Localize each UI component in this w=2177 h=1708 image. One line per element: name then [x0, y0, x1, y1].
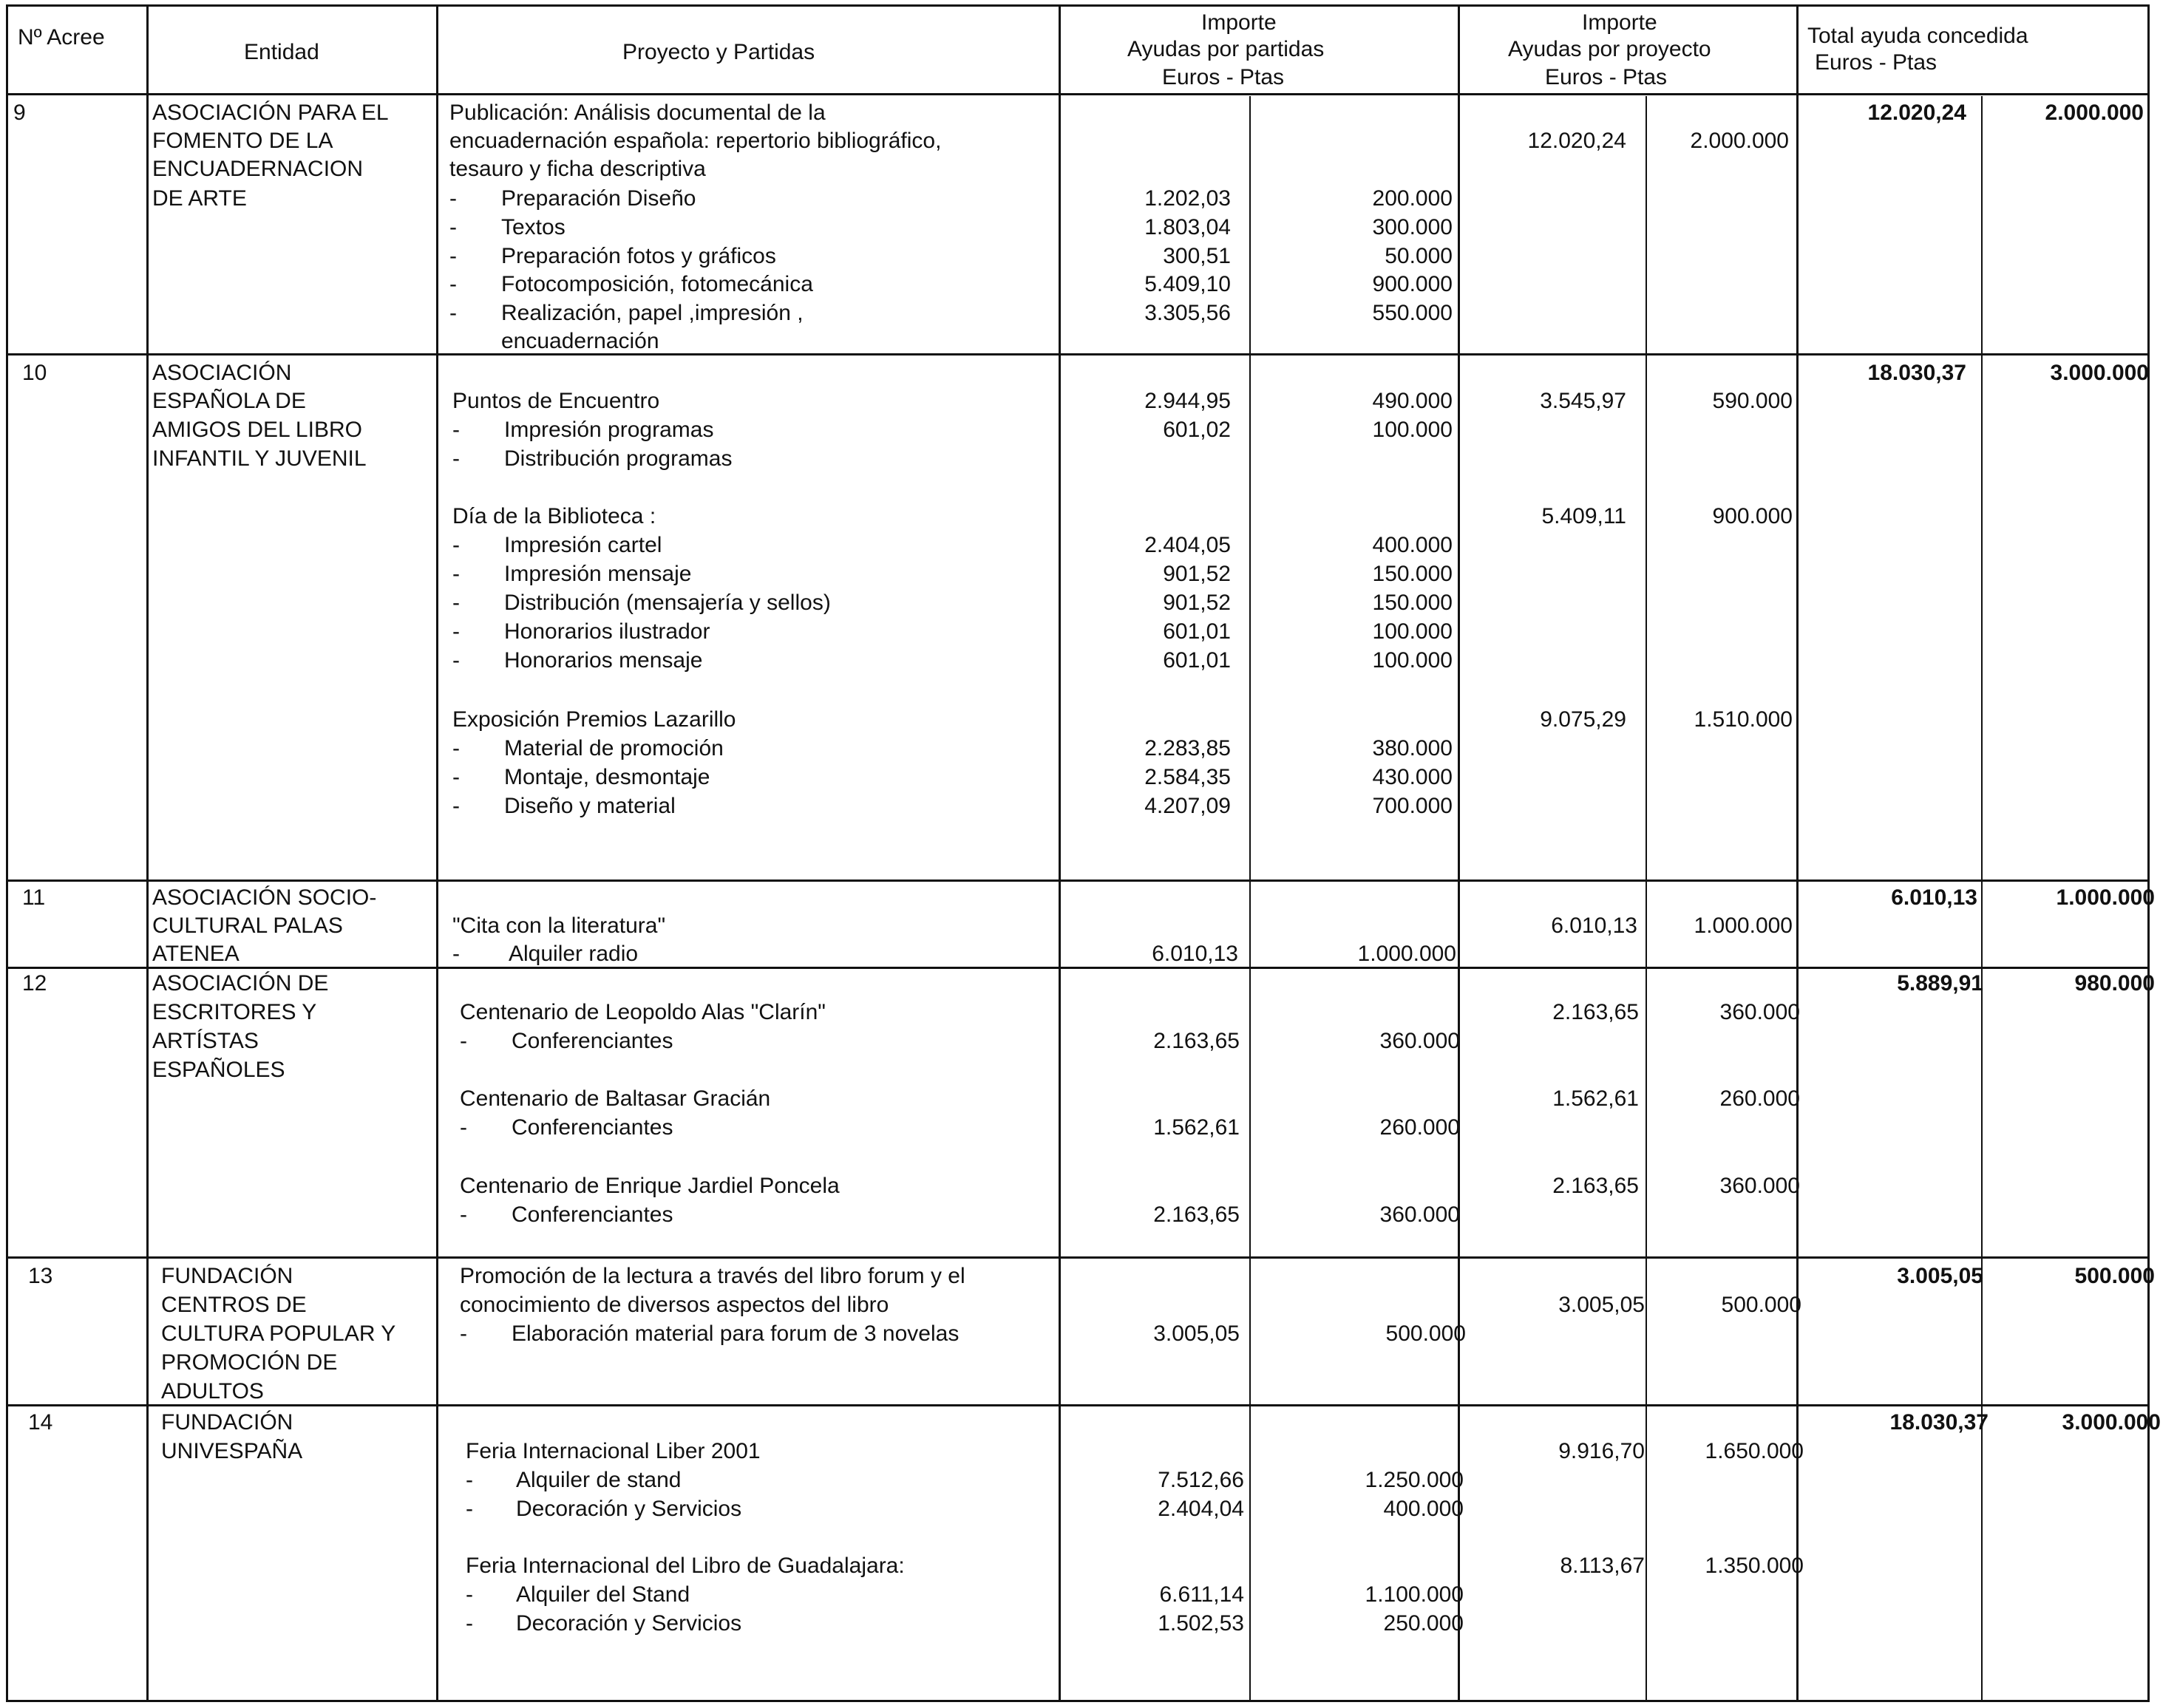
- item-ptas: 1.100.000: [1365, 1582, 1464, 1607]
- entity-line: ADULTOS: [161, 1379, 264, 1404]
- item-ptas: 550.000: [1372, 301, 1453, 325]
- row-number: 12: [22, 971, 47, 996]
- item-euros: 2.283,85: [1144, 736, 1231, 761]
- item-euros: 601,01: [1163, 619, 1231, 644]
- row-number: 9: [13, 101, 26, 125]
- item-label-continued: encuadernación: [501, 329, 659, 353]
- item-dash: -: [452, 619, 460, 644]
- item-label: Alquiler de stand: [516, 1468, 682, 1492]
- total-ptas: 2.000.000: [2045, 101, 2144, 125]
- item-label: Preparación fotos y gráficos: [501, 244, 776, 268]
- project-title-line: Promoción de la lectura a través del libro forum y el: [460, 1264, 965, 1288]
- item-ptas: 400.000: [1372, 533, 1453, 557]
- project-ptas: 590.000: [1712, 389, 1793, 413]
- header-partidas-line3: Euros - Ptas: [1162, 65, 1285, 89]
- item-euros: 5.409,10: [1144, 272, 1231, 296]
- header-entidad: Entidad: [244, 40, 319, 64]
- row-divider: [6, 1256, 2150, 1259]
- item-label: Conferenciantes: [512, 1029, 673, 1053]
- item-ptas: 500.000: [1385, 1321, 1466, 1346]
- total-ptas: 3.000.000: [2062, 1410, 2161, 1435]
- item-label: Distribución programas: [504, 446, 733, 471]
- item-dash: -: [466, 1582, 473, 1607]
- project-title: Feria Internacional Liber 2001: [466, 1439, 761, 1463]
- project-euros: 6.010,13: [1551, 913, 1637, 938]
- row-number: 13: [28, 1264, 53, 1288]
- project-euros: 3.545,97: [1540, 389, 1626, 413]
- item-ptas: 200.000: [1372, 186, 1453, 211]
- entity-line: AMIGOS DEL LIBRO: [152, 418, 362, 442]
- header-partidas-line1: Importe: [1201, 10, 1277, 35]
- item-ptas: 100.000: [1372, 418, 1453, 442]
- item-dash: -: [452, 591, 460, 615]
- item-dash: -: [460, 1029, 467, 1053]
- item-ptas: 250.000: [1383, 1611, 1464, 1636]
- item-ptas: 150.000: [1372, 591, 1453, 615]
- item-euros: 1.803,04: [1144, 215, 1231, 239]
- item-ptas: 400.000: [1383, 1497, 1464, 1521]
- project-ptas: 2.000.000: [1690, 129, 1789, 153]
- entity-line: ENCUADERNACION: [152, 157, 364, 181]
- item-dash: -: [452, 794, 460, 818]
- col-divider-total-split: [1981, 96, 1983, 1700]
- item-dash: -: [452, 562, 460, 586]
- project-euros: 2.163,65: [1552, 1174, 1639, 1198]
- item-label: Impresión mensaje: [504, 562, 692, 586]
- project-title: Centenario de Enrique Jardiel Poncela: [460, 1174, 840, 1198]
- project-euros: 9.075,29: [1540, 707, 1626, 732]
- item-euros: 6.010,13: [1152, 942, 1238, 966]
- row-number: 14: [28, 1410, 53, 1435]
- total-ptas: 1.000.000: [2056, 885, 2155, 910]
- item-ptas: 700.000: [1372, 794, 1453, 818]
- entity-line: DE ARTE: [152, 186, 247, 211]
- row-divider: [6, 353, 2150, 355]
- project-title-line: Publicación: Análisis documental de la: [449, 101, 826, 125]
- total-ptas: 980.000: [2074, 971, 2155, 996]
- item-dash: -: [449, 272, 457, 296]
- project-title: Puntos de Encuentro: [452, 389, 660, 413]
- item-label: Impresión cartel: [504, 533, 662, 557]
- item-dash: -: [452, 418, 460, 442]
- row-divider: [6, 1404, 2150, 1406]
- item-ptas: 380.000: [1372, 736, 1453, 761]
- item-euros: 901,52: [1163, 562, 1231, 586]
- item-label: Preparación Diseño: [501, 186, 696, 211]
- item-label: Diseño y material: [504, 794, 676, 818]
- item-label: Realización, papel ,impresión ,: [501, 301, 804, 325]
- item-ptas: 300.000: [1372, 215, 1453, 239]
- col-divider-entidad: [436, 4, 438, 1701]
- item-ptas: 150.000: [1372, 562, 1453, 586]
- col-divider-proyecto-split: [1646, 96, 1647, 1700]
- item-euros: 7.512,66: [1158, 1468, 1244, 1492]
- item-euros: 3.005,05: [1153, 1321, 1240, 1346]
- project-euros: 5.409,11: [1541, 504, 1626, 528]
- entity-line: FOMENTO DE LA: [152, 129, 333, 153]
- entity-line: UNIVESPAÑA: [161, 1439, 303, 1463]
- item-euros: 1.202,03: [1144, 186, 1231, 211]
- entity-line: PROMOCIÓN DE: [161, 1350, 338, 1375]
- item-dash: -: [452, 765, 460, 789]
- item-dash: -: [466, 1468, 473, 1492]
- total-euros: 5.889,91: [1897, 971, 1983, 996]
- item-ptas: 430.000: [1372, 765, 1453, 789]
- col-border-right: [2147, 4, 2150, 1701]
- project-ptas: 1.510.000: [1694, 707, 1793, 732]
- table-border-top: [6, 4, 2150, 7]
- item-label: Fotocomposición, fotomecánica: [501, 272, 813, 296]
- entity-line: INFANTIL Y JUVENIL: [152, 446, 367, 471]
- item-label: Material de promoción: [504, 736, 724, 761]
- item-euros: 2.163,65: [1153, 1029, 1240, 1053]
- total-euros: 12.020,24: [1867, 101, 1966, 125]
- item-ptas: 100.000: [1372, 619, 1453, 644]
- item-label: Conferenciantes: [512, 1202, 673, 1227]
- item-ptas: 360.000: [1379, 1202, 1460, 1227]
- total-euros: 18.030,37: [1867, 361, 1966, 385]
- item-dash: -: [452, 533, 460, 557]
- project-title: Exposición Premios Lazarillo: [452, 707, 736, 732]
- item-dash: -: [452, 942, 460, 966]
- entity-line: CENTROS DE: [161, 1293, 307, 1317]
- total-euros: 18.030,37: [1889, 1410, 1988, 1435]
- project-ptas: 900.000: [1712, 504, 1793, 528]
- item-euros: 2.944,95: [1144, 389, 1231, 413]
- item-ptas: 360.000: [1379, 1029, 1460, 1053]
- item-dash: -: [466, 1497, 473, 1521]
- entity-line: CULTURA POPULAR Y: [161, 1321, 396, 1346]
- item-euros: 601,02: [1163, 418, 1231, 442]
- project-euros: 8.113,67: [1560, 1554, 1645, 1578]
- item-euros: 1.502,53: [1158, 1611, 1244, 1636]
- col-divider-acree: [146, 4, 149, 1701]
- entity-line: ASOCIACIÓN SOCIO-: [152, 885, 377, 910]
- item-label: Elaboración material para forum de 3 novelas: [512, 1321, 960, 1346]
- project-ptas: 1.350.000: [1705, 1554, 1804, 1578]
- col-divider-partidas: [1458, 4, 1460, 1701]
- item-label: Decoración y Servicios: [516, 1497, 742, 1521]
- header-total-line2: Euros - Ptas: [1815, 50, 1937, 75]
- project-ptas: 360.000: [1719, 1000, 1800, 1024]
- total-ptas: 3.000.000: [2050, 361, 2149, 385]
- item-euros: 2.404,04: [1158, 1497, 1244, 1521]
- header-total-line1: Total ayuda concedida: [1807, 24, 2028, 48]
- header-proyecto-line3: Euros - Ptas: [1545, 65, 1668, 89]
- item-ptas: 1.000.000: [1357, 942, 1456, 966]
- item-label: Alquiler del Stand: [516, 1582, 690, 1607]
- item-dash: -: [449, 186, 457, 211]
- item-euros: 4.207,09: [1144, 794, 1231, 818]
- entity-line: FUNDACIÓN: [161, 1264, 293, 1288]
- header-partidas-line2: Ayudas por partidas: [1127, 37, 1325, 61]
- entity-line: CULTURAL PALAS: [152, 913, 343, 938]
- item-euros: 1.562,61: [1153, 1115, 1240, 1140]
- project-ptas: 360.000: [1719, 1174, 1800, 1198]
- project-ptas: 1.000.000: [1694, 913, 1793, 938]
- col-divider-partidas-split: [1249, 96, 1251, 1700]
- row-number: 10: [22, 361, 47, 385]
- item-label: Textos: [501, 215, 566, 239]
- project-euros: 3.005,05: [1558, 1293, 1645, 1317]
- item-label: Montaje, desmontaje: [504, 765, 710, 789]
- item-label: Honorarios ilustrador: [504, 619, 710, 644]
- col-divider-proyecto: [1059, 4, 1061, 1701]
- header-acree: Nº Acree: [18, 25, 105, 50]
- item-dash: -: [452, 648, 460, 673]
- entity-line: ASOCIACIÓN: [152, 361, 292, 385]
- project-euros: 2.163,65: [1552, 1000, 1639, 1024]
- item-euros: 601,01: [1163, 648, 1231, 673]
- project-title: Centenario de Baltasar Gracián: [460, 1086, 771, 1111]
- project-title-line: tesauro y ficha descriptiva: [449, 157, 706, 181]
- item-euros: 3.305,56: [1144, 301, 1231, 325]
- entity-line: ARTÍSTAS: [152, 1029, 259, 1053]
- entity-line: ASOCIACIÓN DE: [152, 971, 329, 996]
- entity-line: ESPAÑOLA DE: [152, 389, 306, 413]
- item-ptas: 50.000: [1385, 244, 1453, 268]
- project-title: Centenario de Leopoldo Alas "Clarín": [460, 1000, 826, 1024]
- project-euros: 9.916,70: [1558, 1439, 1645, 1463]
- project-euros: 1.562,61: [1552, 1086, 1639, 1111]
- item-dash: -: [466, 1611, 473, 1636]
- item-dash: -: [449, 244, 457, 268]
- item-ptas: 490.000: [1372, 389, 1453, 413]
- row-divider: [6, 879, 2150, 882]
- item-euros: 2.163,65: [1153, 1202, 1240, 1227]
- item-label: Decoración y Servicios: [516, 1611, 742, 1636]
- item-dash: -: [452, 736, 460, 761]
- project-ptas: 1.650.000: [1705, 1439, 1804, 1463]
- entity-line: ESPAÑOLES: [152, 1058, 285, 1082]
- item-euros: 2.584,35: [1144, 765, 1231, 789]
- total-euros: 6.010,13: [1891, 885, 1977, 910]
- entity-line: ATENEA: [152, 942, 240, 966]
- item-label: Honorarios mensaje: [504, 648, 703, 673]
- project-ptas: 260.000: [1719, 1086, 1800, 1111]
- entity-line: ESCRITORES Y: [152, 1000, 317, 1024]
- table-border-bottom: [6, 1700, 2150, 1702]
- project-title-line: conocimiento de diversos aspectos del libro: [460, 1293, 889, 1317]
- item-dash: -: [452, 446, 460, 471]
- item-dash: -: [449, 215, 457, 239]
- project-ptas: 500.000: [1721, 1293, 1801, 1317]
- item-ptas: 1.250.000: [1365, 1468, 1464, 1492]
- item-ptas: 900.000: [1372, 272, 1453, 296]
- header-proyecto: Proyecto y Partidas: [622, 40, 815, 64]
- item-euros: 901,52: [1163, 591, 1231, 615]
- project-euros: 12.020,24: [1527, 129, 1626, 153]
- item-euros: 6.611,14: [1159, 1582, 1244, 1607]
- item-label: Alquiler radio: [509, 942, 639, 966]
- item-euros: 300,51: [1163, 244, 1231, 268]
- item-label: Conferenciantes: [512, 1115, 673, 1140]
- item-label: Impresión programas: [504, 418, 714, 442]
- entity-line: FUNDACIÓN: [161, 1410, 293, 1435]
- total-euros: 3.005,05: [1897, 1264, 1983, 1288]
- header-proyecto-line1: Importe: [1582, 10, 1657, 35]
- project-title: Día de la Biblioteca :: [452, 504, 656, 528]
- project-title: "Cita con la literatura": [452, 913, 666, 938]
- item-dash: -: [449, 301, 457, 325]
- row-number: 11: [22, 885, 46, 910]
- header-proyecto-line2: Ayudas por proyecto: [1508, 37, 1711, 61]
- item-euros: 2.404,05: [1144, 533, 1231, 557]
- total-ptas: 500.000: [2074, 1264, 2155, 1288]
- item-dash: -: [460, 1321, 467, 1346]
- item-dash: -: [460, 1115, 467, 1140]
- item-ptas: 100.000: [1372, 648, 1453, 673]
- entity-line: ASOCIACIÓN PARA EL: [152, 101, 389, 125]
- col-border-left: [6, 4, 8, 1701]
- header-bottom-rule: [6, 93, 2150, 95]
- item-ptas: 260.000: [1379, 1115, 1460, 1140]
- row-divider: [6, 967, 2150, 969]
- item-dash: -: [460, 1202, 467, 1227]
- project-title: Feria Internacional del Libro de Guadalajara:: [466, 1554, 905, 1578]
- item-label: Distribución (mensajería y sellos): [504, 591, 831, 615]
- project-title-line: encuadernación española: repertorio bibliográfico,: [449, 129, 942, 153]
